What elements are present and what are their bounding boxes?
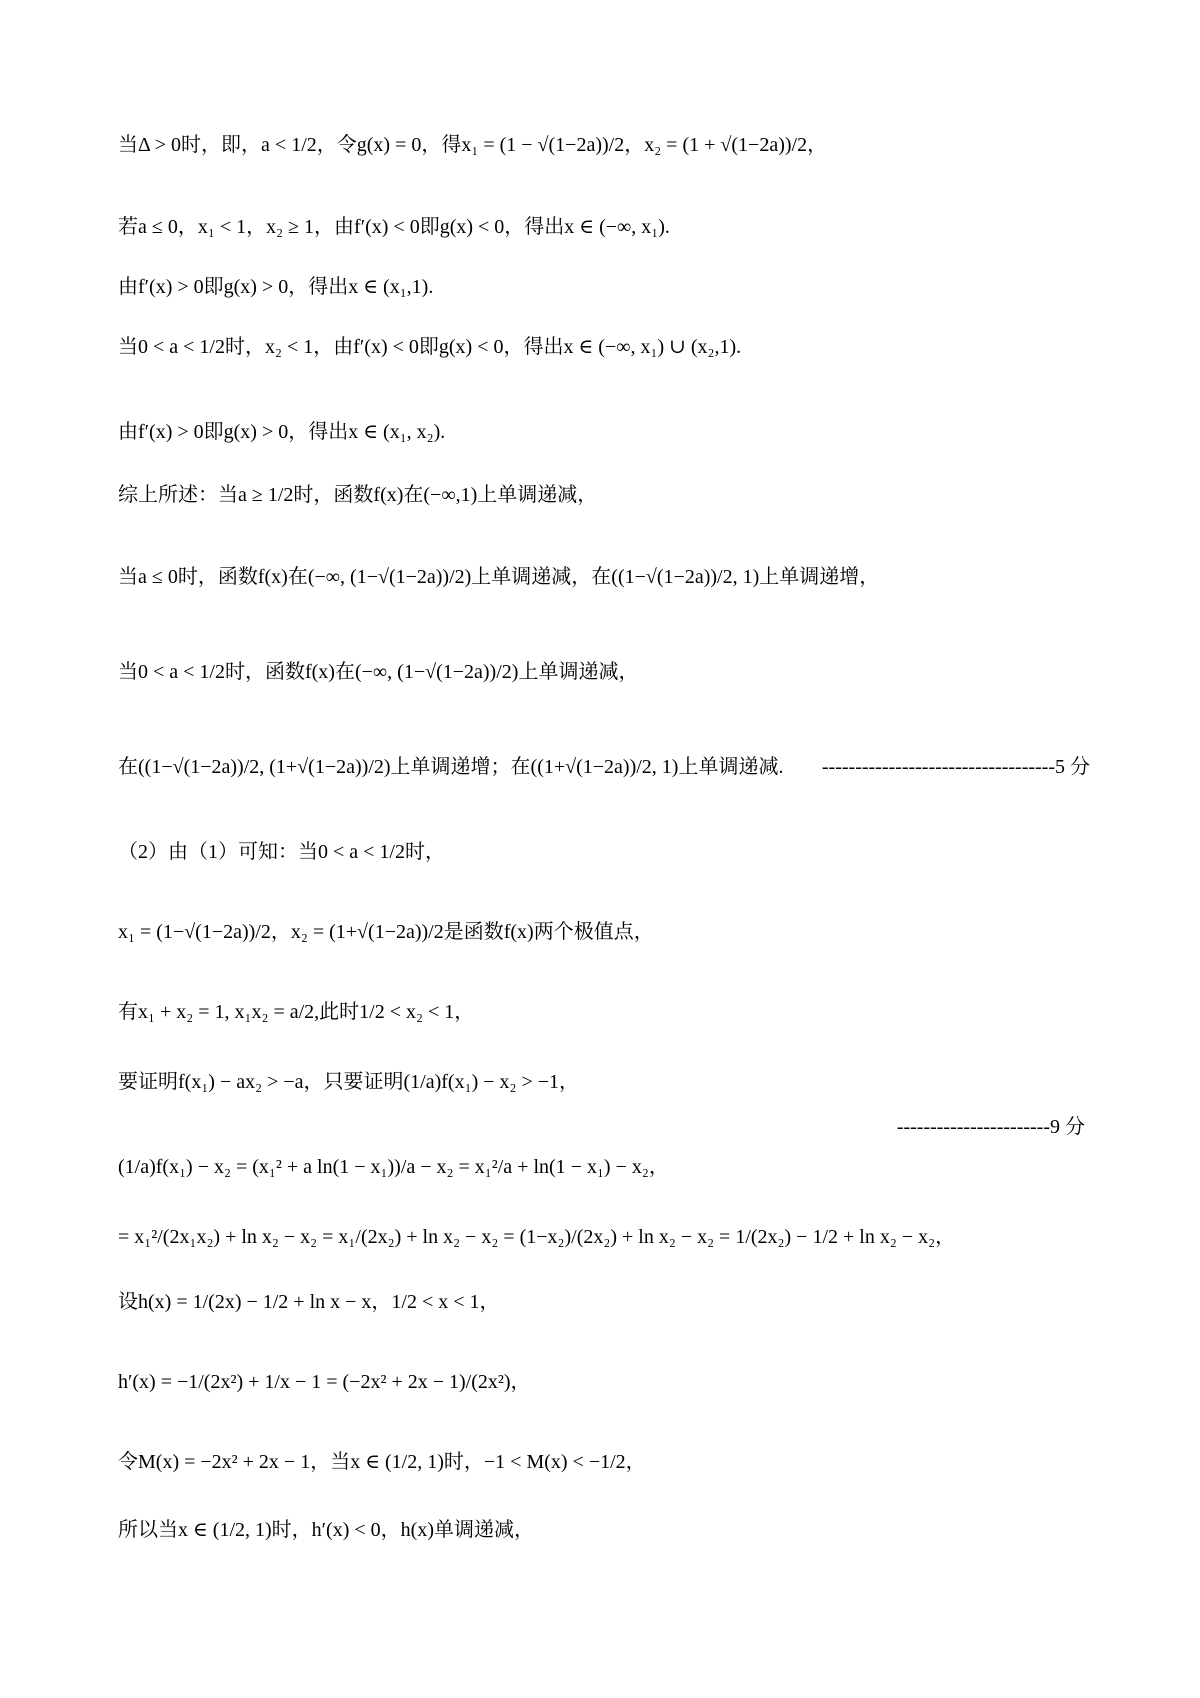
text-line: x₁ = (1−√(1−2a))/2，x₂ = (1+√(1−2a))/2是函数f(x)两个极值点， xyxy=(118,921,654,943)
text-line: 由f′(x) > 0即g(x) > 0，得出x ∈ (x₁,1). xyxy=(118,276,434,298)
text-line: 在((1−√(1−2a))/2, (1+√(1−2a))/2)上单调递增；在((1+√(1−2a))/2, 1)上单调递减. xyxy=(118,756,784,778)
score-marker: -----------------------------------5 分 xyxy=(821,756,1090,778)
text-line: (1/a)f(x₁) − x₂ = (x₁² + a ln(1 − x₁))/a − x₂ = x₁²/a + ln(1 − x₁) − x₂， xyxy=(118,1156,669,1178)
text-line: 综上所述：当a ≥ 1/2时，函数f(x)在(−∞,1)上单调递减， xyxy=(118,484,598,506)
text-line: 要证明f(x₁) − ax₂ > −a，只要证明(1/a)f(x₁) − x₂ > −1， xyxy=(118,1071,580,1093)
text-line: 设h(x) = 1/(2x) − 1/2 + ln x − x，1/2 < x < 1， xyxy=(118,1291,500,1313)
score-marker: -----------------------9 分 xyxy=(896,1116,1085,1138)
text-line: h′(x) = −1/(2x²) + 1/x − 1 = (−2x² + 2x − 1)/(2x²)， xyxy=(118,1371,531,1393)
text-line: 当Δ > 0时，即，a < 1/2，令g(x) = 0，得x₁ = (1 − √(1−2a))/2，x₂ = (1 + √(1−2a))/2， xyxy=(118,134,828,156)
text-line: 当0 < a < 1/2时，函数f(x)在(−∞, (1−√(1−2a))/2)上单调递减， xyxy=(118,661,639,683)
text-line: 所以当x ∈ (1/2, 1)时，h′(x) < 0，h(x)单调递减， xyxy=(118,1519,534,1541)
text-line: （2）由（1）可知：当0 < a < 1/2时， xyxy=(118,841,445,863)
text-line: 若a ≤ 0，x₁ < 1，x₂ ≥ 1，由f′(x) < 0即g(x) < 0，得出x ∈ (−∞, x₁). xyxy=(118,216,670,238)
text-line: 由f′(x) > 0即g(x) > 0，得出x ∈ (x₁, x₂). xyxy=(118,421,446,443)
text-line: 当0 < a < 1/2时，x₂ < 1，由f′(x) < 0即g(x) < 0，得出x ∈ (−∞, x₁) ∪ (x₂,1). xyxy=(118,336,742,358)
text-line: 当a ≤ 0时，函数f(x)在(−∞, (1−√(1−2a))/2)上单调递减，在((1−√(1−2a))/2, 1)上单调递增， xyxy=(118,566,880,588)
text-line: 有x₁ + x₂ = 1, x₁x₂ = a/2,此时1/2 < x₂ < 1， xyxy=(118,1001,475,1023)
text-line: = x₁²/(2x₁x₂) + ln x₂ − x₂ = x₁/(2x₂) + ln x₂ − x₂ = (1−x₂)/(2x₂) + ln x₂ − x₂ = 1/(2x₂) − 1/2 + ln x₂ − x₂， xyxy=(118,1226,956,1248)
text-line: 令M(x) = −2x² + 2x − 1，当x ∈ (1/2, 1)时，−1 < M(x) < −1/2， xyxy=(118,1451,646,1473)
